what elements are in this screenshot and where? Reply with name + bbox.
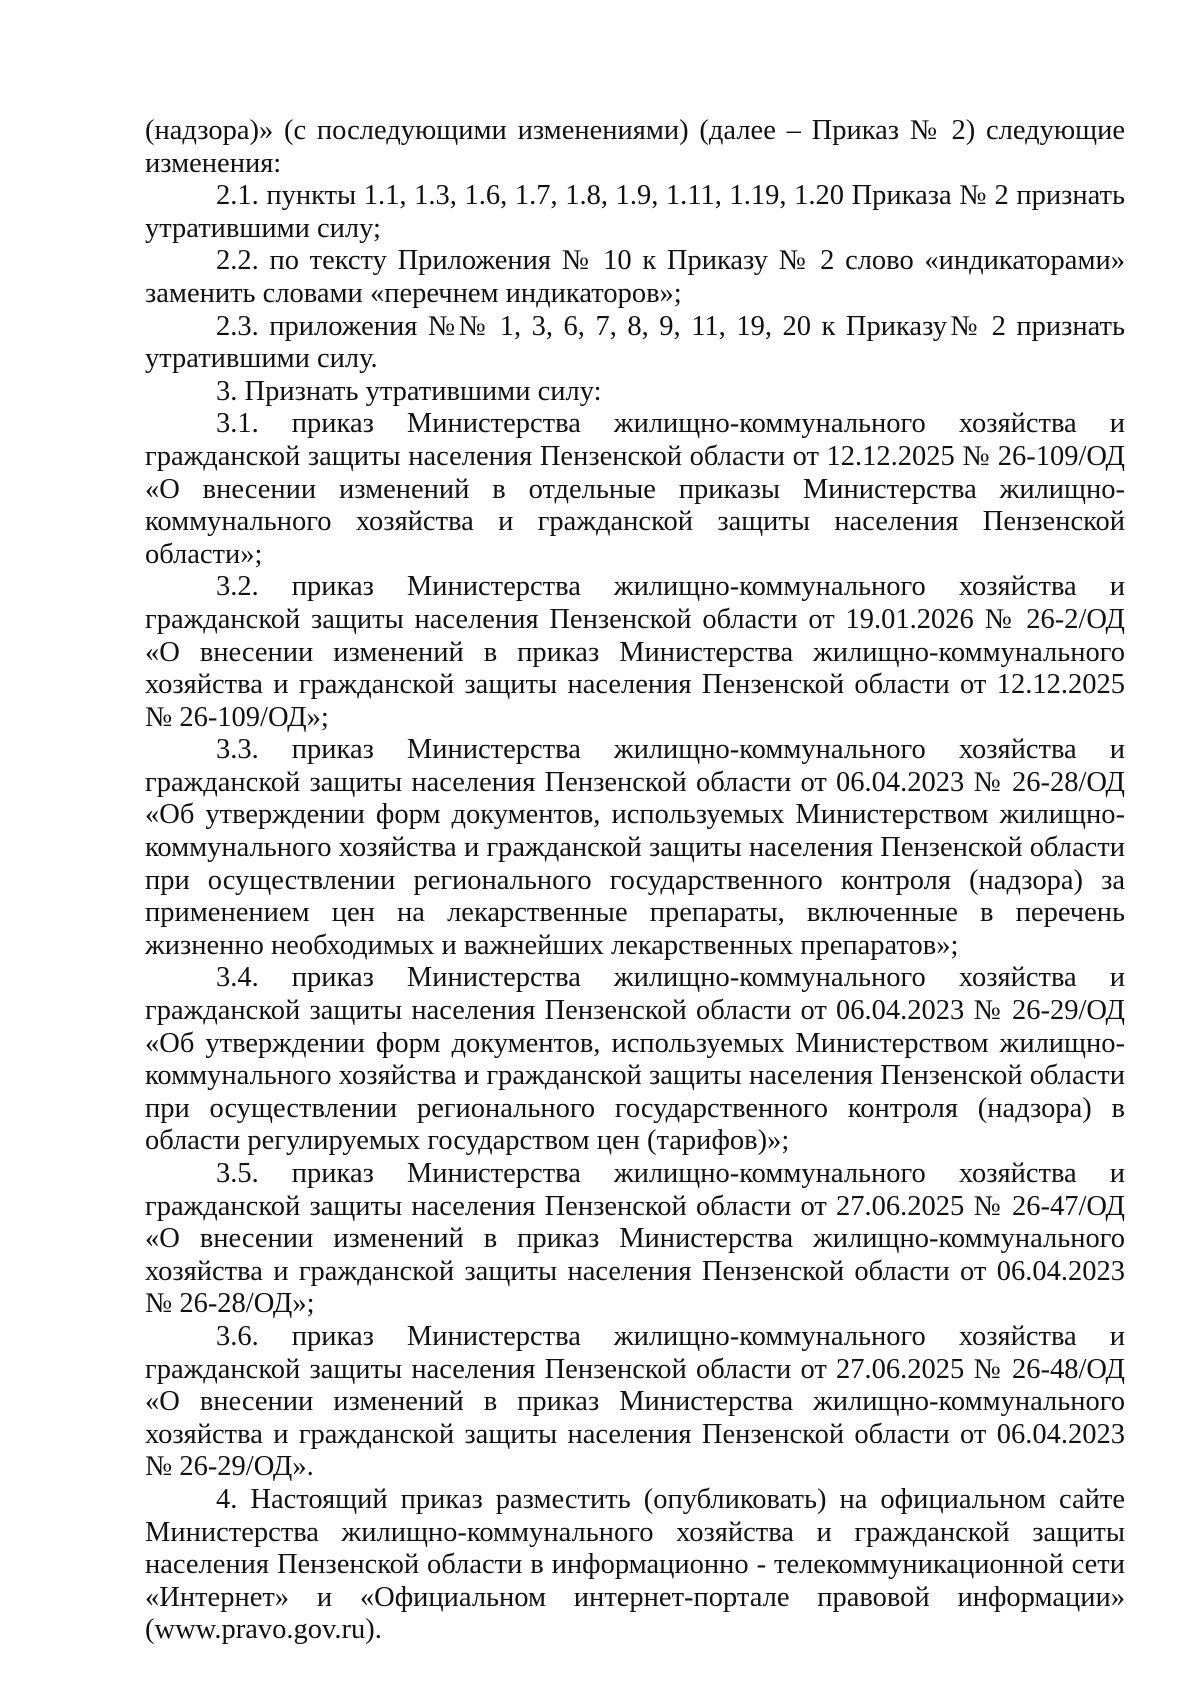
document-page [145, 115, 1125, 1647]
paragraph-3: 3. Признать утратившими силу: [216, 375, 602, 407]
paragraph-3-6: 3.6. приказ Министерства жилищно-коммунального хозяйства и гражданской защиты населения Пензенской области от 27.06.2025 № 26-48/ОД «О внесении изменений в приказ Министерства жилищно-коммунального хозяйства и гражданской защиты населения Пензенской области от 06.04.2023 № 26-29/ОД». [145, 1320, 1125, 1483]
paragraph-3-2: 3.2. приказ Министерства жилищно-коммунального хозяйства и гражданской защиты населения Пензенской области от 19.01.2026 № 26-2/ОД «О внесении изменений в приказ Министерства жилищно-коммунального хозяйства и гражданской защиты населения Пензенской области от 12.12.2025 № 26-109/ОД»; [145, 571, 1125, 733]
paragraph-2-1: 2.1. пункты 1.1, 1.3, 1.6, 1.7, 1.8, 1.9, 1.11, 1.19, 1.20 Приказа № 2 признать утратившими силу; [145, 180, 1125, 244]
paragraph-3-1: 3.1. приказ Министерства жилищно-коммунального хозяйства и гражданской защиты населения Пензенской области от 12.12.2025 № 26-109/ОД «О внесении изменений в отдельные приказы Министерства жилищно-коммунального хозяйства и гражданской защиты населения Пензенской области»; [145, 408, 1125, 570]
paragraph-4: 4. Настоящий приказ разместить (опубликовать) на официальном сайте Министерства жилищно-коммунального хозяйства и гражданской защиты населения Пензенской области в информационно - телекоммуникационной сети «Интернет» и «Официальном интернет-портале правовой информации» (www.pravo.gov.ru). [145, 1483, 1125, 1646]
paragraph-3-4: 3.4. приказ Министерства жилищно-коммунального хозяйства и гражданской защиты населения Пензенской области от 06.04.2023 № 26-29/ОД «Об утверждении форм документов, используемых Министерством жилищно-коммунального хозяйства и гражданской защиты населения Пензенской области при осуществлении регионального государственного контроля (надзора) в области регулируемых государством цен (тарифов)»; [145, 962, 1125, 1157]
paragraph-3-5: 3.5. приказ Министерства жилищно-коммунального хозяйства и гражданской защиты населения Пензенской области от 27.06.2025 № 26-47/ОД «О внесении изменений в приказ Министерства жилищно-коммунального хозяйства и гражданской защиты населения Пензенской области от 06.04.2023 № 26-28/ОД»; [145, 1158, 1125, 1320]
paragraph-continuation: (надзора)» (с последующими изменениями) (далее – Приказ № 2) следующие изменения: [145, 115, 1125, 179]
paragraph-2-3: 2.3. приложения №№ 1, 3, 6, 7, 8, 9, 11, 19, 20 к Приказу№ 2 признать утратившими силу. [145, 310, 1125, 375]
paragraph-3-3: 3.3. приказ Министерства жилищно-коммунального хозяйства и гражданской защиты населения Пензенской области от 06.04.2023 № 26-28/ОД «Об утверждении форм документов, используемых Министерством жилищно-коммунального хозяйства и гражданской защиты населения Пензенской области при осуществлении регионального государственного контроля (надзора) за применением цен на лекарственные препараты, включенные в перечень жизненно необходимых и важнейших лекарственных препаратов»; [145, 734, 1125, 961]
paragraph-2-2: 2.2. по тексту Приложения № 10 к Приказу № 2 слово «индикаторами» заменить словами «перечнем индикаторов»; [145, 245, 1125, 309]
